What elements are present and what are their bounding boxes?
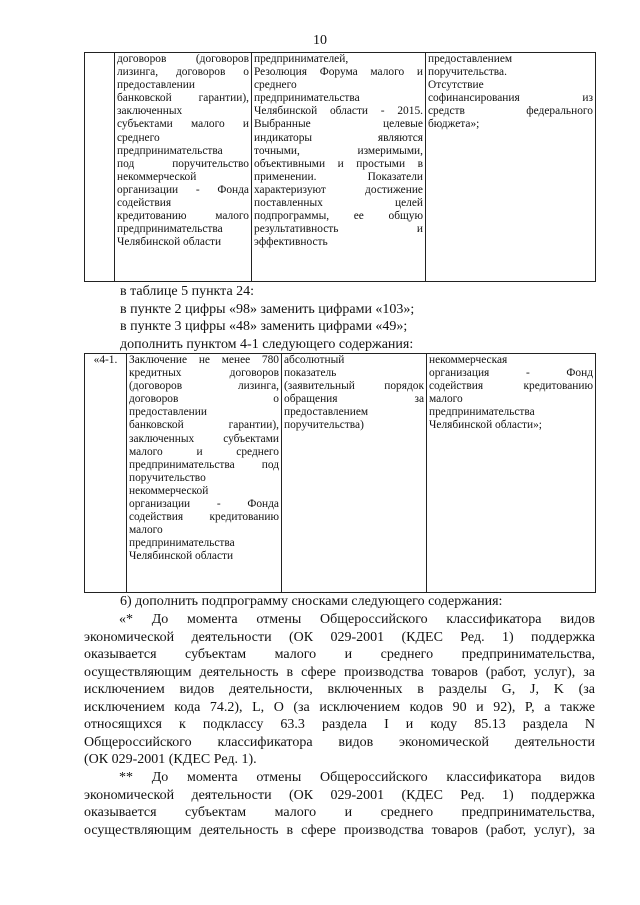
cell-line: под поручительство: [117, 157, 249, 170]
cell-line: банковской гарантии),: [117, 92, 249, 105]
number-cell: [85, 354, 127, 593]
instruction-line: в пункте 2 цифры «98» заменить цифрами «103»;: [120, 301, 415, 317]
footnote-line: относящихся к подклассу 63.3 раздела I и коду 85.13 раздела N: [84, 717, 595, 732]
notes-cell: [426, 53, 596, 282]
instruction-line: в пункте 3 цифры «48» заменить цифрами «49»;: [120, 319, 408, 334]
cell-line: предпринимательства: [429, 406, 535, 419]
new-item-table: [84, 353, 596, 593]
cell-line: Челябинской области»;: [429, 419, 542, 432]
cell-line: (договоров лизинга,: [129, 380, 279, 393]
cell-line: некоммерческой: [117, 170, 197, 183]
instruction-line: в таблице 5 пункта 24:: [120, 284, 255, 299]
cell-line: применении. Показатели: [254, 170, 423, 183]
cell-line: организация - Фонд: [429, 367, 593, 380]
cell-line: содействия кредитованию: [429, 380, 593, 393]
cell-line: субъектами малого и: [117, 118, 249, 131]
cell-line: содействия кредитованию: [129, 511, 279, 524]
cell-line: точными, измеримыми,: [254, 144, 423, 157]
cell-line: Челябинской области - 2015.: [254, 105, 423, 118]
number-cell: [85, 53, 115, 282]
footnote-line: исключением видов деятельности, включенных в разделы G, J, K (за: [84, 682, 595, 697]
cell-line: обращения за: [284, 393, 424, 406]
cell-line: среднего: [254, 79, 297, 92]
cell-line: поручительство: [129, 471, 206, 484]
continuation-table: [84, 52, 596, 282]
cell-line: малого и среднего: [129, 445, 279, 458]
table-row: [85, 354, 596, 593]
cell-line: софинансирования из: [428, 92, 593, 105]
indicator-type-cell: [282, 354, 427, 593]
cell-line: индикаторы являются: [254, 131, 423, 144]
footnote-line: оказывается субъектам малого и среднего предпринимательства,: [84, 647, 595, 662]
cell-line: заключенных субъектами: [129, 432, 279, 445]
source-cell: [427, 354, 596, 593]
footnote-line: оказывается субъектам малого и среднего предпринимательства,: [84, 805, 595, 820]
cell-line: объективными и простыми в: [254, 157, 423, 170]
cell-line: предпринимательства: [117, 223, 223, 236]
cell-line: Выбранные целевые: [254, 118, 423, 131]
footnote-line: «* До момента отмены Общероссийского классификатора видов: [119, 612, 595, 627]
cell-line: малого: [429, 393, 463, 406]
cell-line: (заявительный порядок: [284, 380, 424, 393]
cell-line: предоставлении: [129, 406, 207, 419]
rationale-cell: [252, 53, 426, 282]
cell-line: предпринимательства: [117, 144, 223, 157]
cell-line: абсолютный: [284, 354, 345, 366]
cell-line: предпринимательства: [129, 537, 235, 550]
cell-line: лизинга, договоров о: [117, 66, 249, 79]
footnote-line: Общероссийского классификатора видов экономической деятельности: [84, 734, 595, 750]
cell-line: поставленных целей: [254, 197, 423, 210]
cell-line: заключенных: [117, 105, 183, 118]
cell-line: организации - Фонда: [117, 183, 249, 196]
cell-line: бюджета»;: [428, 118, 480, 131]
cell-line: Челябинской области: [129, 550, 234, 563]
cell-line: подпрограммы, ее общую: [254, 210, 423, 223]
cell-line: некоммерческая: [429, 354, 508, 366]
cell-line: показатель: [284, 367, 337, 380]
cell-line: эффективность: [254, 236, 328, 249]
footnote-line: исключением кода 74.2), L, O (за исключением кодов 90 и 92), P, а также: [84, 699, 595, 715]
cell-line: некоммерческой: [129, 484, 209, 497]
cell-line: предпринимателей,: [254, 53, 349, 65]
cell-line: поручительства.: [428, 66, 507, 79]
page-number: 10: [313, 33, 327, 48]
footnote-line: (ОК 029-2001 (КДЕС Ред. 1).: [84, 752, 257, 767]
cell-line: предпринимательства под: [129, 458, 279, 471]
cell-line: Заключение не менее 780: [129, 354, 279, 366]
cell-line: договоров о: [129, 393, 279, 406]
cell-line: договоров (договоров: [117, 53, 249, 65]
cell-line: поручительства): [284, 419, 364, 432]
cell-line: результативность и: [254, 223, 423, 236]
cell-line: предпринимательства: [254, 92, 360, 105]
cell-line: кредитных договоров: [129, 367, 279, 380]
footnote-single-asterisk: [84, 611, 595, 769]
cell-line: банковской гарантии),: [129, 419, 279, 432]
cell-line: малого: [129, 524, 163, 537]
amendment-instructions: [120, 283, 590, 353]
cell-line: кредитованию малого: [117, 210, 249, 223]
cell-line: предоставлением: [428, 53, 513, 65]
cell-line: характеризуют достижение: [254, 183, 423, 196]
cell-line: Отсутствие: [428, 79, 484, 92]
cell-line: предоставлении: [117, 79, 195, 92]
cell-line: Резолюция Форума малого и: [254, 66, 423, 79]
footnotes-intro-line: 6) дополнить подпрограмму сносками следующего содержания:: [120, 594, 503, 609]
table-row: [85, 53, 596, 282]
footnote-double-asterisk: [84, 769, 595, 839]
footnote-line: экономической деятельности (ОК 029-2001 (КДЕС Ред. 1) поддержка: [84, 787, 595, 803]
measure-cell: [127, 354, 282, 593]
cell-line: предоставлением: [284, 406, 369, 419]
footnote-line: ** До момента отмены Общероссийского классификатора видов: [119, 770, 595, 785]
footnote-line: осуществляющим деятельность в сфере производства товаров (работ, услуг), за: [84, 822, 595, 838]
cell-line: организации - Фонда: [129, 498, 279, 511]
cell-line: средств федерального: [428, 105, 593, 118]
footnote-line: осуществляющим деятельность в сфере производства товаров (работ, услуг), за: [84, 664, 595, 680]
cell-line: Челябинской области: [117, 236, 222, 249]
cell-line: содействия: [117, 197, 172, 210]
item-number: «4-1.: [93, 354, 118, 366]
cell-line: среднего: [117, 131, 160, 144]
instruction-line: дополнить пунктом 4-1 следующего содержания:: [120, 336, 414, 352]
footnote-line: экономической деятельности (ОК 029-2001 (КДЕС Ред. 1) поддержка: [84, 629, 595, 645]
footnotes-intro: [120, 593, 590, 611]
measure-cell: [115, 53, 252, 282]
